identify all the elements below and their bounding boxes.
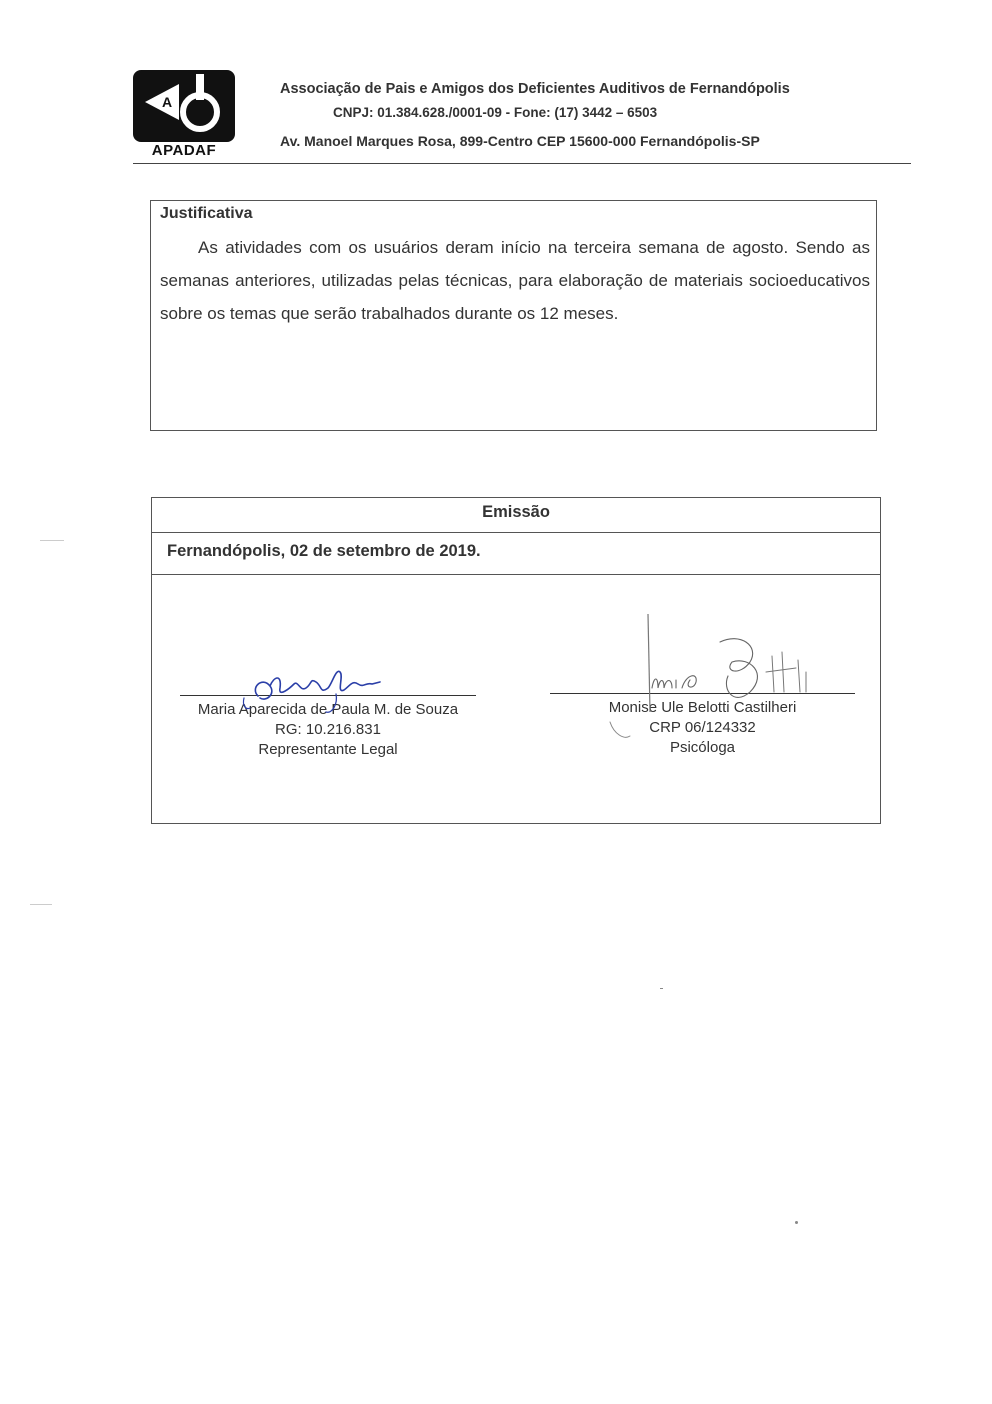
emission-date: Fernandópolis, 02 de setembro de 2019. [167,542,481,560]
signatory-role: Psicóloga [669,739,736,756]
emission-date-row [152,533,880,575]
organization-address: Av. Manoel Marques Rosa, 899-Centro CEP 15600-000 Fernandópolis-SP [280,133,760,149]
ear-logo-icon [133,70,235,142]
scan-speck [660,988,663,989]
emission-title: Emissão [152,498,880,533]
organization-cnpj-phone: CNPJ: 01.384.628./0001-09 - Fone: (17) 3442 – 6503 [333,105,658,120]
signatory-name: Maria Aparecida de Paula M. de Souza [197,701,459,718]
justification-title: Justificativa [160,205,253,222]
signatory-id: RG: 10.216.831 [275,721,381,738]
logo-label: APADAF [151,142,217,159]
svg-text:A: A [162,94,173,110]
scan-speck [40,540,64,541]
justification-box [150,200,877,431]
organization-name: Associação de Pais e Amigos dos Deficientes Auditivos de Fernandópolis [280,81,790,97]
signatory-role: Representante Legal [258,741,398,758]
scan-speck [795,1221,798,1224]
header-divider [133,163,911,164]
scan-speck [30,904,52,905]
handwritten-signature-left [240,658,390,718]
letterhead [0,0,992,170]
handwritten-signature-right [600,612,820,752]
justification-text: As atividades com os usuários deram início na terceira semana de agosto. Sendo as semanas anteriores, utilizadas pelas técnicas, para elaboração de materiais socioeducativos sobre os temas que serão trabalhados durante os 12 meses. [160,238,870,323]
apadaf-logo [133,70,235,162]
signatory-name: Monise Ule Belotti Castilheri [608,699,797,716]
signatory-id: CRP 06/124332 [649,719,756,736]
